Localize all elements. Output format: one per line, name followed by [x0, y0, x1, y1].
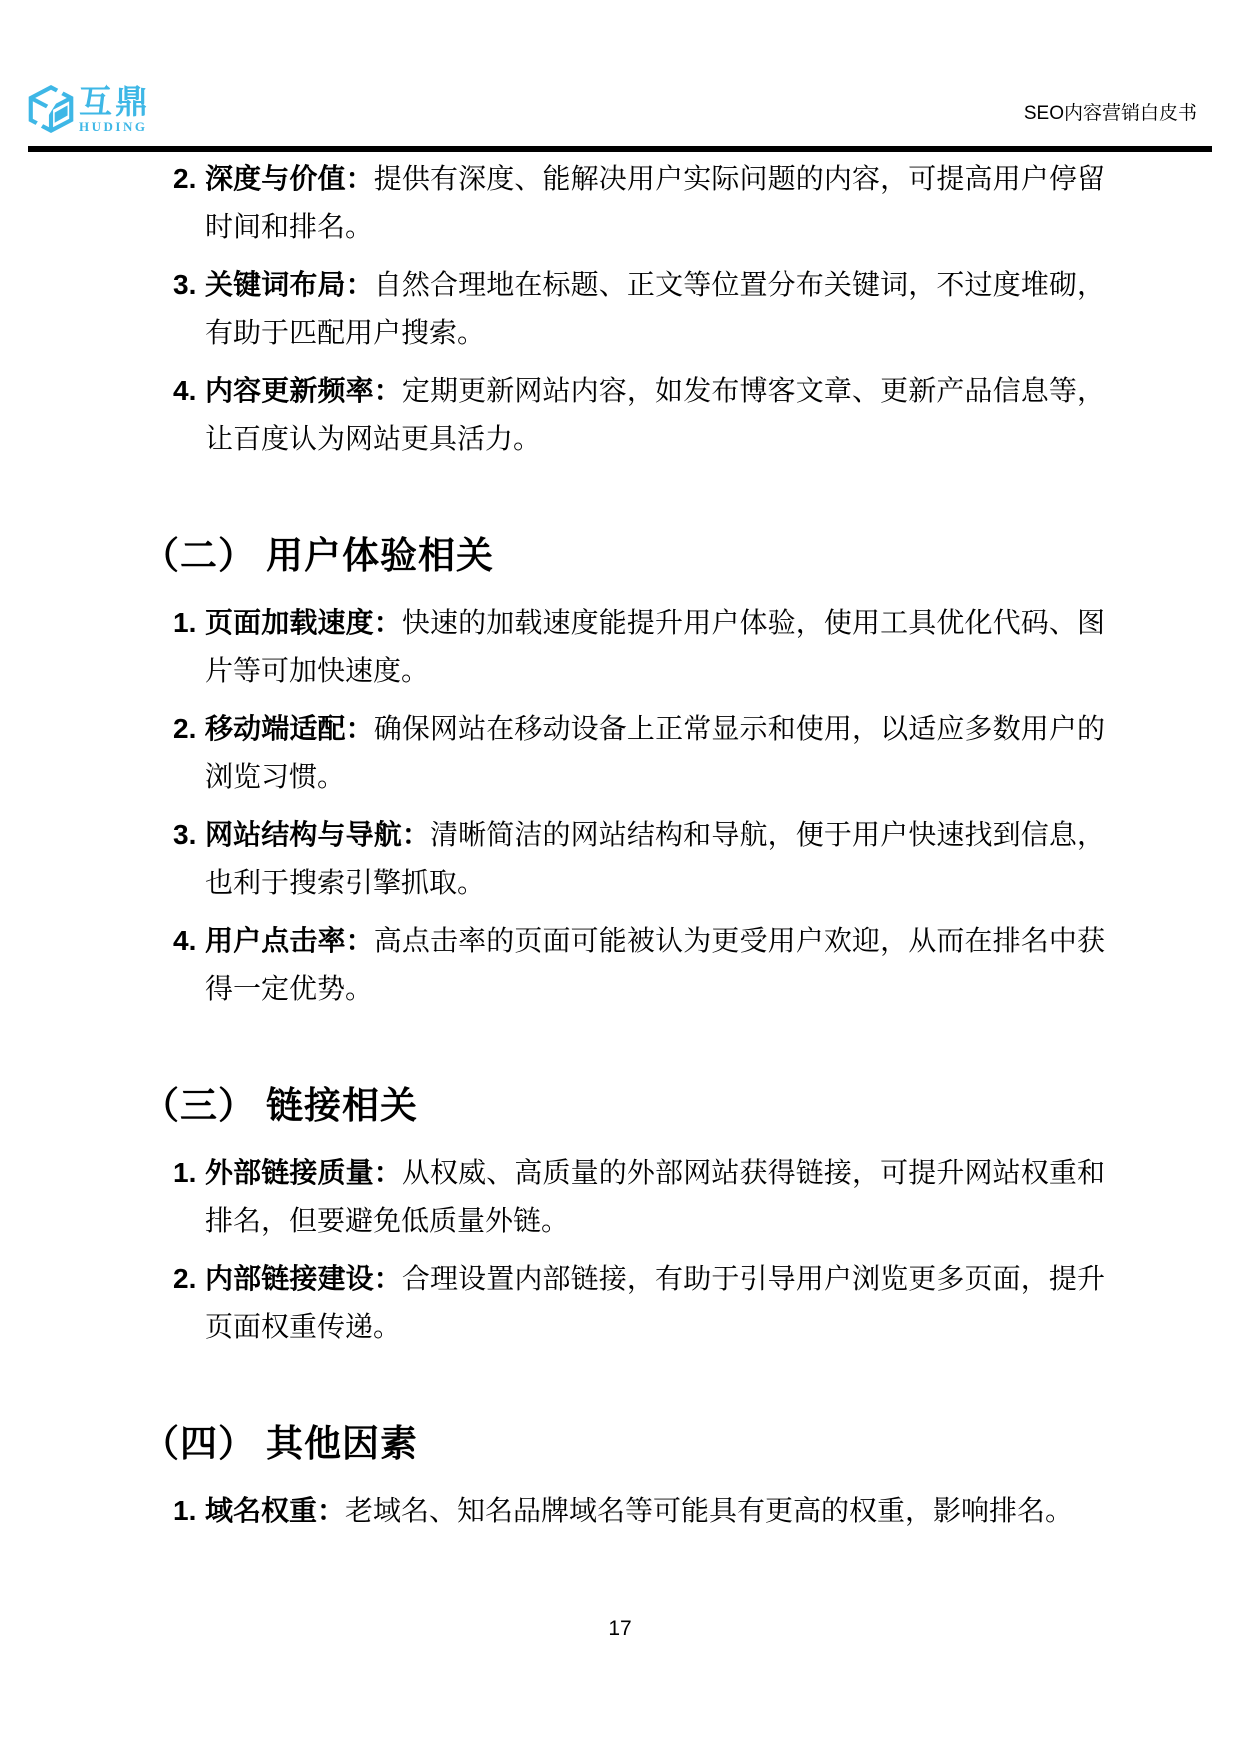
item-term: 移动端适配：	[205, 713, 374, 744]
item-term: 外部链接质量：	[205, 1157, 402, 1188]
item-term: 深度与价值：	[205, 163, 374, 194]
heading-number: （三）	[142, 1085, 256, 1126]
item-text: 提供有深度、能解决用户实际问题的内容，可提高用户停留时间和排名。	[205, 163, 1105, 242]
item-text: 确保网站在移动设备上正常显示和使用，以适应多数用户的浏览习惯。	[205, 713, 1105, 792]
item-number: 2.	[173, 713, 197, 744]
page-number: 17	[608, 1617, 632, 1640]
item-text: 从权威、高质量的外部网站获得链接，可提升网站权重和排名，但要避免低质量外链。	[205, 1157, 1105, 1236]
list-item	[0, 1149, 1240, 1245]
item-term: 网站结构与导航：	[205, 819, 431, 850]
item-term: 域名权重：	[205, 1495, 346, 1526]
item-text: 快速的加载速度能提升用户体验，使用工具优化代码、图片等可加快速度。	[205, 607, 1105, 686]
list-item	[0, 811, 1240, 907]
item-number: 1.	[173, 1157, 197, 1188]
brand-name-cn: 互鼎	[79, 83, 151, 120]
heading-number: （二）	[142, 535, 256, 576]
heading-title: 用户体验相关	[266, 535, 494, 576]
item-term: 内容更新频率：	[205, 375, 402, 406]
item-text: 自然合理地在标题、正文等位置分布关键词，不过度堆砌，有助于匹配用户搜索。	[205, 269, 1105, 348]
item-text: 合理设置内部链接，有助于引导用户浏览更多页面，提升页面权重传递。	[205, 1263, 1105, 1342]
section-heading-user-experience	[142, 531, 1240, 581]
item-term: 关键词布局：	[205, 269, 374, 300]
item-text: 定期更新网站内容，如发布博客文章、更新产品信息等，让百度认为网站更具活力。	[205, 375, 1105, 454]
item-text: 清晰简洁的网站结构和导航，便于用户快速找到信息，也利于搜索引擎抓取。	[205, 819, 1105, 898]
section-heading-other-factors	[142, 1419, 1240, 1469]
item-term: 内部链接建设：	[205, 1263, 402, 1294]
item-number: 2.	[173, 163, 197, 194]
item-term: 用户点击率：	[205, 925, 374, 956]
list-item	[0, 1487, 1240, 1535]
page-footer	[0, 1616, 1240, 1642]
list-item	[0, 261, 1240, 357]
item-text: 高点击率的页面可能被认为更受用户欢迎，从而在排名中获得一定优势。	[205, 925, 1105, 1004]
list-item	[0, 917, 1240, 1013]
heading-title: 链接相关	[266, 1085, 418, 1126]
item-term: 页面加载速度：	[205, 607, 402, 638]
item-number: 1.	[173, 607, 197, 638]
item-number: 3.	[173, 269, 197, 300]
list-item	[0, 155, 1240, 251]
item-text: 老域名、知名品牌域名等可能具有更高的权重，影响排名。	[345, 1495, 1074, 1526]
brand-name-en: HUDING	[79, 119, 148, 134]
item-number: 4.	[173, 375, 197, 406]
list-item	[0, 367, 1240, 463]
item-number: 2.	[173, 1263, 197, 1294]
doc-title: SEO内容营销白皮书	[1023, 103, 1197, 124]
list-item	[0, 599, 1240, 695]
item-number: 4.	[173, 925, 197, 956]
heading-title: 其他因素	[266, 1423, 418, 1464]
list-item	[0, 1255, 1240, 1351]
section-heading-links	[142, 1081, 1240, 1131]
list-item	[0, 705, 1240, 801]
item-number: 1.	[173, 1495, 197, 1526]
heading-number: （四）	[142, 1423, 256, 1464]
item-number: 3.	[173, 819, 197, 850]
